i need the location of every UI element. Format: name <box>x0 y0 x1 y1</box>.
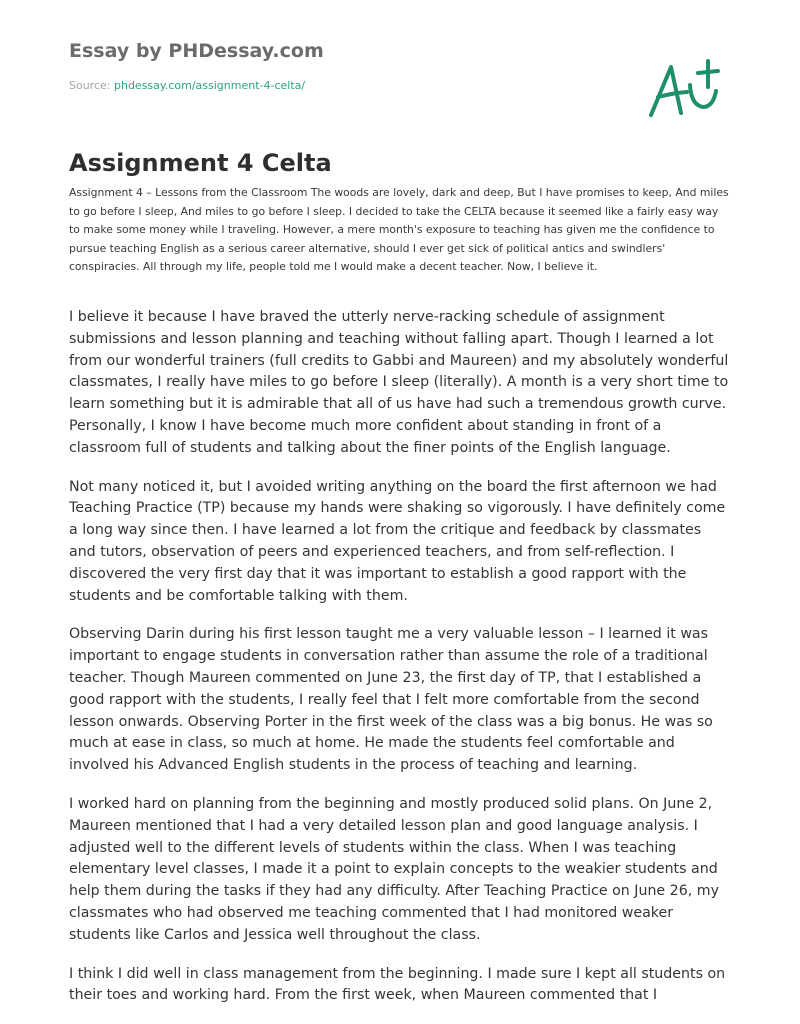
body-paragraph: Not many noticed it, but I avoided writing anything on the board the first afternoon we had Teaching Practice (TP) because my hands were shaking so vigorously. I have definitely come a long way since then. I have learned a lot from the critique and feedback by classmates and tutors, observation of peers and experienced teachers, and from self-reflection. I discovered the very first day that it was important to establish a good rapport with the students and be comfortable talking with them. <box>69 478 726 604</box>
source-link[interactable]: phdessay.com/assignment-4-celta/ <box>113 79 306 92</box>
body-paragraph: I believe it because I have braved the utterly nerve-racking schedule of assignment submissions and lesson planning and teaching without falling apart. Though I learned a lot from our wonderful trainers (full credits to Gabbi and Maureen) and my absolutely wonderful classmates, I really have miles to go before I sleep (literally). A month is a very short time to learn something but it is admirable that all of us have had such a tremendous growth curve. Personally, I know I have become much more confident about standing in front of a classroom full of students and talking about the finer points of the English language. <box>69 309 729 456</box>
essay-body <box>69 307 731 1024</box>
abstract-text: Assignment 4 – Lessons from the Classroom The woods are lovely, dark and deep, But I have promises to keep, And miles to go before I sleep, And miles to go before I sleep. I decided to take the CELTA because it seemed like a fairly easy way to make some money while I traveling. However, a mere month's exposure to teaching has given me the confidence to pursue teaching English as a serious career alternative, should I ever get sick of political antics and swindlers' conspiracies. All through my life, people told me I would make a decent teacher. Now, I believe it. <box>69 186 729 274</box>
a-plus-logo-icon <box>645 55 725 125</box>
document-title: Assignment 4 Celta <box>69 149 332 177</box>
site-title: Essay by PHDessay.com <box>69 40 324 62</box>
body-paragraph: I think I did well in class management from the beginning. I made sure I kept all students on their toes and working hard. From the first week, when Maureen commented that I <box>69 965 726 1004</box>
body-paragraph: I worked hard on planning from the beginning and mostly produced solid plans. On June 2, Maureen mentioned that I had a very detailed lesson plan and good language analysis. I adjusted well to the different levels of students within the class. When I was teaching elementary level classes, I made it a point to explain concepts to the weakier students and help them during the tasks if they had any difficulty. After Teaching Practice on June 26, my classmates who had observed me teaching commented that I had monitored weaker students like Carlos and Jessica well throughout the class. <box>69 795 719 943</box>
source-label: Source: <box>69 79 114 92</box>
source-line <box>69 79 305 92</box>
body-paragraph: Observing Darin during his first lesson taught me a very valuable lesson – I learned it was important to engage students in conversation rather than assume the role of a traditional teacher. Though Maureen commented on June 23, the first day of TP, that I established a good rapport with the students, I really feel that I felt more comfortable from the second lesson onwards. Observing Porter in the first week of the class was a big bonus. He was so much at ease in class, so much at home. He made the students feel comfortable and involved his Advanced English students in the process of teaching and learning. <box>69 626 713 774</box>
